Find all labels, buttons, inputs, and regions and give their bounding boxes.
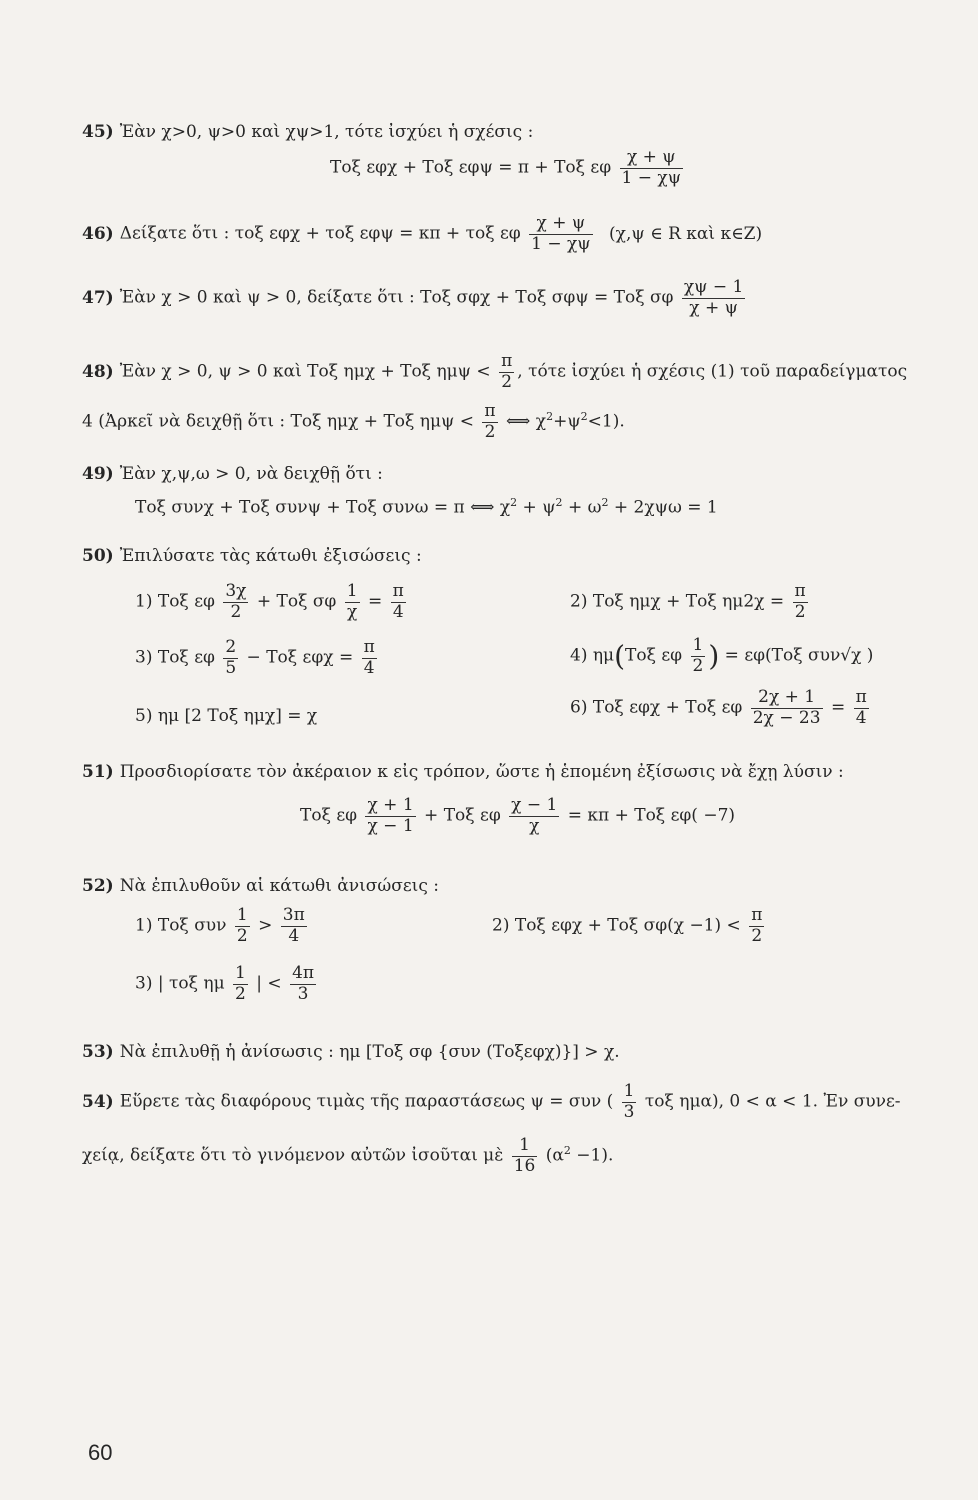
- fraction: $\frac{\pi}{2}$: [501, 351, 513, 392]
- fraction: $\frac{\chi\psi - 1}{\chi + \psi}$: [683, 277, 744, 318]
- exercise-number: 45): [82, 122, 114, 142]
- exercise-54-line1: 54) Εὕρετε τὰς διαφόρους τιμὰς τῆς παραστάσεως ψ = συν ( $\frac{1}{3}$ τοξ ημα), 0 < α < 1. Ἐν συνε-: [82, 1081, 901, 1122]
- exercise-51-statement: 51) Προσδιορίσατε τὸν ἀκέραιον κ εἰς τρόπον, ὥστε ἡ ἑπομένη ἐξίσωσις νὰ ἔχῃ λύσιν :: [82, 762, 844, 782]
- exercise-49-statement: 49) Ἐὰν χ,ψ,ω > 0, νὰ δειχθῇ ὅτι :: [82, 464, 383, 484]
- fraction: $\frac{\chi + \psi}{1 - \chi\psi}$: [621, 147, 682, 188]
- exercise-52-item-2: 2) Τοξ εφχ + Τοξ σφ(χ −1) < $\frac{\pi}{2}$: [492, 905, 763, 946]
- exercise-53: 53) Νὰ ἐπιλυθῇ ἡ ἀνίσωσις : ημ [Τοξ σφ {συν (Τοξεφχ)}] > χ.: [82, 1042, 620, 1062]
- exercise-50-item-2: 2) Τοξ ημχ + Τοξ ημ2χ = $\frac{\pi}{2}$: [570, 581, 806, 622]
- exercise-52-statement: 52) Νὰ ἐπιλυθοῦν αἱ κάτωθι ἀνισώσεις :: [82, 876, 439, 896]
- exercise-46: 46) Δείξατε ὅτι : τοξ εφχ + τοξ εφψ = κπ + τοξ εφ $\frac{\chi + \psi}{1 - \chi\psi}$ (χ,ψ ∈ R καὶ κ∈Z): [82, 213, 763, 254]
- page-number: 60: [88, 1440, 113, 1465]
- exercise-50-item-6: 6) Τοξ εφχ + Τοξ εφ $\frac{2\chi + 1}{2\chi - 23}$ = $\frac{\pi}{4}$: [570, 687, 867, 728]
- exercise-50-item-5: 5) ημ [2 Τοξ ημχ] = χ: [135, 706, 318, 726]
- exercise-50-statement: 50) Ἐπιλύσατε τὰς κάτωθι ἐξισώσεις :: [82, 546, 422, 566]
- exercise-51-equation: Τοξ εφ $\frac{\chi + 1}{\chi - 1}$ + Τοξ εφ $\frac{\chi - 1}{\chi}$ = κπ + Τοξ εφ( −7): [300, 795, 736, 836]
- exercise-50-item-1: 1) Τοξ εφ $\frac{3\chi}{2}$ + Τοξ σφ $\frac{1}{\chi}$ = $\frac{\pi}{4}$: [135, 581, 404, 622]
- exercise-48-line2: 4 (Ἀρκεῖ νὰ δειχθῇ ὅτι : Τοξ ημχ + Τοξ ημψ < $\frac{\pi}{2}$ ⟺ $\chi^2+\psi^2<1$).: [82, 401, 625, 442]
- exercise-47: 47) Ἐὰν χ > 0 καὶ ψ > 0, δείξατε ὅτι : Τοξ σφχ + Τοξ σφψ = Τοξ σφ $\frac{\chi\psi - 1}{\chi + \psi}$: [82, 277, 744, 318]
- exercise-54-line2: χείᾳ, δείξατε ὅτι τὸ γινόμενον αὐτῶν ἰσοῦται μὲ $\frac{1}{16}$ $(\alpha^2 -1)$.: [82, 1135, 614, 1176]
- fraction: $\frac{\pi}{2}$: [484, 401, 496, 442]
- exercise-49-equation: Τοξ συνχ + Τοξ συνψ + Τοξ συνω = π ⟺ $\chi^2 + \psi^2 + \omega^2 + 2\chi\psi\omega = 1$: [135, 496, 718, 518]
- exercise-52-item-1: 1) Τοξ συν $\frac{1}{2}$ > $\frac{3\pi}{4}$: [135, 905, 305, 946]
- exercise-52-item-3: 3) | τοξ ημ $\frac{1}{2}$ | < $\frac{4\pi}{3}$: [135, 963, 315, 1004]
- exercise-50-item-4: 4) ημ(Τοξ εφ $\frac{1}{2}$ ) = εφ(Τοξ συν√χ ): [570, 635, 874, 676]
- fraction: $\frac{\chi + \psi}{1 - \chi\psi}$: [531, 213, 591, 254]
- exercise-45-statement: 45) Ἐὰν χ>0, ψ>0 καὶ χψ>1, τότε ἰσχύει ἡ σχέσις :: [82, 122, 534, 142]
- exercise-50-item-3: 3) Τοξ εφ $\frac{2}{5}$ − Τοξ εφχ = $\frac{\pi}{4}$: [135, 637, 375, 678]
- exercise-48-line1: 48) Ἐὰν χ > 0, ψ > 0 καὶ Τοξ ημχ + Τοξ ημψ < $\frac{\pi}{2}$ , τότε ἰσχύει ἡ σχέσις (1) τοῦ παραδείγματος: [82, 351, 908, 392]
- exercise-45-equation: Τοξ εφχ + Τοξ εφψ = π + Τοξ εφ $\frac{\chi + \psi}{1 - \chi\psi}$: [330, 147, 682, 188]
